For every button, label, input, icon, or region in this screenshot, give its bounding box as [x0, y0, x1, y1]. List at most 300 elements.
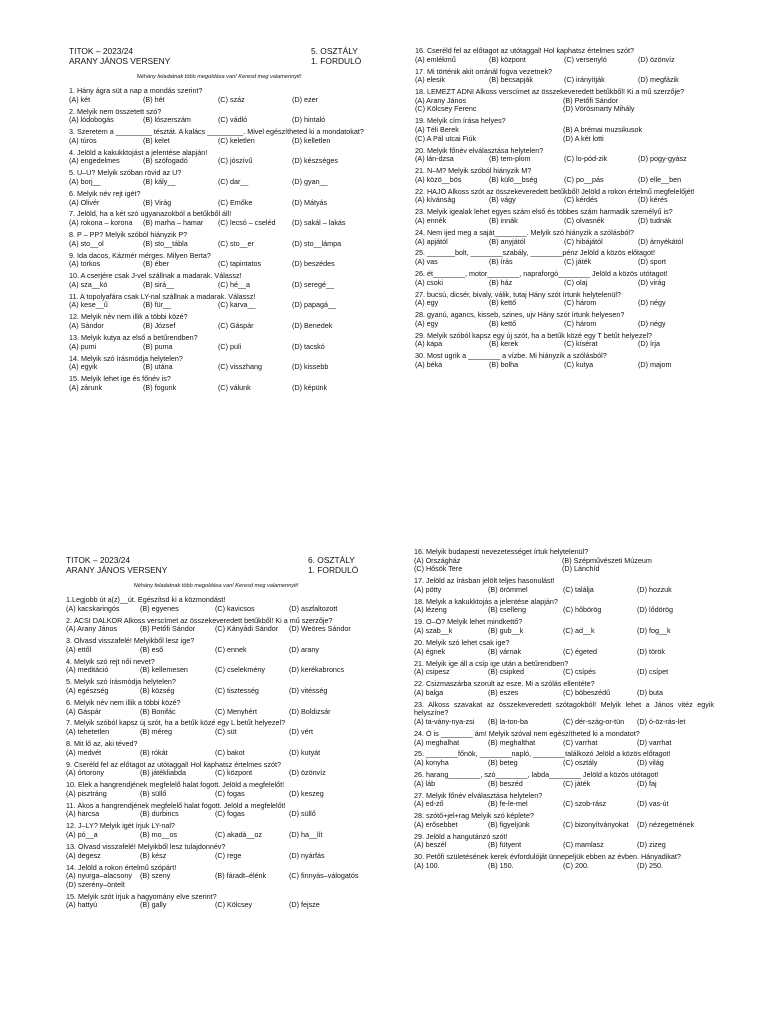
answer-option[interactable]: (C) játék: [564, 258, 592, 267]
answer-option[interactable]: (D) tudnák: [638, 216, 672, 225]
question-text: 30. Most ugrik a ________ a vízbe. Mi hiányzik a szólásból?: [415, 352, 607, 361]
answer-option[interactable]: (C) Gáspár: [218, 322, 254, 331]
question-text: 9. Cseréld fel az előtagot az utótaggal! Hol kaphatsz értelmes szót?: [66, 760, 281, 769]
answer-option[interactable]: (C) kavicsos: [215, 604, 255, 613]
answer-option[interactable]: (D) süllő: [289, 810, 316, 819]
answer-option[interactable]: (C) irányítják: [564, 76, 605, 85]
question-item: [69, 272, 369, 289]
answer-option[interactable]: (B) méreg: [140, 728, 172, 737]
answer-option[interactable]: (B) bolha: [489, 361, 519, 370]
answer-option[interactable]: (A) ta-vány-nya-zsi: [414, 717, 475, 726]
question-text: 23. Melyik igealak lehet egyes szám első és többes szám harmadik személyű is?: [415, 208, 673, 217]
answer-option[interactable]: (B) csipked: [488, 668, 524, 677]
answer-option[interactable]: (C) varrhat: [563, 738, 598, 747]
answer-option[interactable]: (D) írja: [638, 340, 660, 349]
answer-option[interactable]: (B) kály__: [143, 177, 176, 186]
answer-option[interactable]: (C) akadá__oz: [215, 831, 263, 840]
answer-option[interactable]: (A) sza__kó: [69, 280, 108, 289]
answer-option[interactable]: (B) meghalthat: [488, 738, 536, 747]
answer-option[interactable]: (B) külö__bség: [489, 175, 538, 184]
answer-option[interactable]: (C) sto__er: [218, 239, 254, 248]
answer-option[interactable]: (B) fütyent: [488, 841, 522, 850]
answer-option[interactable]: (D) nézegetnének: [637, 820, 695, 829]
answer-option[interactable]: (B) gub__k: [488, 627, 524, 636]
answer-option[interactable]: (C) ennek: [215, 645, 247, 654]
answer-option[interactable]: (D) vitésség: [289, 686, 328, 695]
answer-option[interactable]: (D) gyan__: [292, 177, 328, 186]
question-item: [414, 853, 714, 870]
question-text: 24. Ő is ________ ám! Melyik szóval nem egészítheted ki a mondatot?: [414, 729, 640, 738]
answer-options: [415, 126, 715, 143]
question-item: [415, 88, 715, 114]
answer-option[interactable]: (B) eső: [140, 645, 164, 654]
question-text: 17. Jelöld az írásban jelölt teljes hasonulást!: [414, 577, 555, 586]
answer-option[interactable]: (A) rokona – korona: [69, 219, 133, 228]
answer-option[interactable]: (A) tehetetlen: [66, 728, 110, 737]
answer-option[interactable]: (D) fog__k: [637, 627, 671, 636]
answer-option[interactable]: (A) pumi: [69, 342, 97, 351]
answer-option[interactable]: (B) la-ton-ba: [488, 717, 528, 726]
answer-option[interactable]: (D) kutyát: [289, 748, 321, 757]
answer-option[interactable]: (D) árnyékától: [638, 237, 684, 246]
question-item: [69, 375, 369, 392]
answer-option[interactable]: (D) papagá__: [292, 301, 336, 310]
answer-options: [414, 586, 714, 595]
answer-option[interactable]: (D) Mátyás: [292, 198, 328, 207]
answer-option[interactable]: (A) közö__bös: [415, 175, 462, 184]
answer-option[interactable]: (B) rókát: [140, 748, 168, 757]
answer-option[interactable]: (A) egészség: [66, 686, 109, 695]
answer-option[interactable]: (B) kettő: [489, 319, 517, 328]
answer-option[interactable]: (C) Kölcsey Ferenc: [415, 105, 477, 114]
answer-option[interactable]: (B) Bonifác: [140, 707, 176, 716]
answer-option[interactable]: (D) képünk: [292, 383, 328, 392]
answer-option[interactable]: (B) írás: [489, 258, 513, 267]
answer-option[interactable]: (A) harcsa: [66, 810, 100, 819]
answer-option[interactable]: (D) vért: [289, 728, 313, 737]
quiz-page-grade6-part1: [66, 556, 366, 913]
answer-option[interactable]: (D) beszédes: [292, 260, 335, 269]
answer-options: [69, 301, 369, 310]
answer-option[interactable]: (B) fogunk: [143, 383, 177, 392]
answer-option[interactable]: (D) készséges: [292, 157, 338, 166]
answer-option[interactable]: (A) medvét: [66, 748, 102, 757]
answer-option[interactable]: (D) sakál – lakás: [292, 219, 346, 228]
answer-option[interactable]: (D) kérés: [638, 196, 668, 205]
answer-option[interactable]: (D) világ: [637, 759, 664, 768]
question-text: 2. Melyik nem összetett szó?: [69, 107, 162, 116]
question-item: [69, 169, 369, 186]
answer-option[interactable]: (B) József: [143, 322, 176, 331]
answer-option[interactable]: (C) cselekmény: [215, 666, 265, 675]
answer-option[interactable]: (C) tisztesség: [215, 686, 259, 695]
answer-option[interactable]: (A) kívánság: [415, 196, 456, 205]
answer-option[interactable]: (A) zárunk: [69, 383, 103, 392]
answer-option[interactable]: (B) tem-plom: [489, 155, 531, 164]
answer-options: [414, 648, 714, 657]
answer-option[interactable]: (B) játékliabda: [140, 769, 186, 778]
answer-option[interactable]: (A) engedelmes: [69, 157, 120, 166]
question-item: [415, 208, 715, 225]
answer-option[interactable]: (A) Arany János: [66, 625, 118, 634]
answer-option[interactable]: (D) elle__ben: [638, 175, 682, 184]
answer-option[interactable]: (B) sirá__: [143, 280, 175, 289]
answer-option[interactable]: (B) kelet: [143, 136, 170, 145]
answer-option[interactable]: (A) nyurga–alacsony: [66, 872, 132, 881]
answer-option[interactable]: (C) hibájától: [564, 237, 603, 246]
answer-option[interactable]: (B) várnak: [488, 647, 522, 656]
answer-option[interactable]: (A) pó__a: [66, 831, 98, 840]
answer-option[interactable]: (D) varrhat: [637, 738, 672, 747]
answer-option[interactable]: (A) Olivér: [69, 198, 100, 207]
question-item: [69, 190, 369, 207]
answer-option[interactable]: (D) nyárfás: [289, 851, 325, 860]
answer-option[interactable]: (C) po__pás: [564, 175, 604, 184]
answer-option[interactable]: (C) fogas: [215, 810, 245, 819]
question-text: 23. Alkoss szavakat az összekeveredett szótagokból! Melyik lehet a János vitéz egyik helyszíne?: [414, 700, 714, 718]
question-text: 17. Mi történik akit orránál fogva vezetnek?: [415, 67, 553, 76]
answer-option[interactable]: (B) gally: [140, 901, 167, 910]
answer-option[interactable]: (A) 100.: [414, 862, 440, 871]
answer-option[interactable]: (D) megfázik: [638, 76, 679, 85]
answer-option[interactable]: (B) kettő: [489, 299, 517, 308]
answer-option[interactable]: (D) sport: [638, 258, 666, 267]
question-item: [414, 598, 714, 615]
question-text: 20. Melyik szó lehet csak ige?: [414, 638, 510, 647]
answer-option[interactable]: (A) hattyú: [66, 901, 98, 910]
answer-option[interactable]: (D) négy: [638, 319, 666, 328]
answer-option[interactable]: (A) ettől: [66, 645, 92, 654]
answer-option[interactable]: (C) Menyhért: [215, 707, 257, 716]
question-text: 5. Melyik szó írásmódja helytelen?: [66, 678, 176, 687]
answer-option[interactable]: (C) bizonyítványokat: [563, 820, 629, 829]
answer-option[interactable]: (C) száz: [218, 95, 245, 104]
answer-option[interactable]: (A) Gáspár: [66, 707, 102, 716]
answer-option[interactable]: (A) csipesz: [414, 668, 450, 677]
answer-option[interactable]: (A) Sándor: [69, 322, 104, 331]
answer-option[interactable]: (C) Kányádi Sándor: [215, 625, 279, 634]
answer-option[interactable]: (A) emlékmű: [415, 55, 456, 64]
answer-option[interactable]: (D) fejsze: [289, 901, 320, 910]
answer-option[interactable]: (B) Petőfi Sándor: [140, 625, 196, 634]
answer-option[interactable]: (C) égeted: [563, 647, 597, 656]
answer-option[interactable]: (B) Virág: [143, 198, 172, 207]
header-round: 1. FORDULÓ: [311, 55, 362, 66]
question-item: [414, 730, 714, 747]
answer-option[interactable]: (C) süt: [215, 728, 237, 737]
answer-option[interactable]: (C) válunk: [218, 383, 251, 392]
answer-option[interactable]: (D) pogy-gyász: [638, 155, 687, 164]
answer-option[interactable]: (D) kissebb: [292, 363, 329, 372]
answer-option[interactable]: (D) kerékabroncs: [289, 666, 345, 675]
answer-option[interactable]: (C) hőbörög: [563, 606, 602, 615]
answer-option[interactable]: (A) Országház: [414, 556, 461, 565]
answer-option[interactable]: (D) vas-út: [637, 800, 669, 809]
question-item: [66, 658, 366, 675]
answer-option[interactable]: (C) Hősök Tere: [414, 565, 463, 574]
answer-option[interactable]: (D) négy: [638, 299, 666, 308]
answer-option[interactable]: (A) torkos: [69, 260, 101, 269]
answer-option[interactable]: (B) kerek: [489, 340, 519, 349]
answer-option[interactable]: (D) majom: [638, 361, 672, 370]
answer-options: [415, 155, 715, 164]
answer-option[interactable]: (A) Téli Berek: [415, 126, 459, 135]
answer-option[interactable]: (B) beszéd: [488, 779, 523, 788]
answer-option[interactable]: (A) balga: [414, 688, 444, 697]
answer-option[interactable]: (D) szerény–öntelt: [66, 880, 125, 889]
answer-options: [415, 258, 715, 267]
answer-option[interactable]: (A) egyik: [69, 363, 98, 372]
question-text: 10. A cserjére csak J-vel szállnak a madarak. Válassz!: [69, 272, 242, 281]
answer-option[interactable]: (C) három: [564, 319, 597, 328]
answer-option[interactable]: (B) utána: [143, 363, 173, 372]
answer-option[interactable]: (B) innák: [489, 216, 518, 225]
answer-option[interactable]: (D) Lánchíd: [562, 565, 600, 574]
answer-option[interactable]: (D) A két lotti: [563, 134, 604, 143]
answer-option[interactable]: (C) 200.: [563, 862, 589, 871]
answer-option[interactable]: (A) órtorony: [66, 769, 104, 778]
answer-option[interactable]: (B) kész: [140, 851, 167, 860]
question-text: 12. J–LY? Melyik igét írjuk LY-nal?: [66, 822, 175, 831]
answer-option[interactable]: (B) für__: [143, 301, 171, 310]
answer-option[interactable]: (C) osztály: [563, 759, 598, 768]
answer-option[interactable]: (B) hét: [143, 95, 165, 104]
answer-option[interactable]: (D) hozzuk: [637, 585, 672, 594]
answer-option[interactable]: (A) degesz: [66, 851, 101, 860]
question-item: [415, 167, 715, 184]
answer-option[interactable]: (D) seregé__: [292, 280, 334, 289]
answer-option[interactable]: (A) borj__: [69, 177, 101, 186]
answer-option[interactable]: (B) cselleng: [488, 606, 526, 615]
answer-option[interactable]: (B) anyjától: [489, 237, 526, 246]
question-item: [66, 822, 366, 839]
answer-option[interactable]: (C) dér-szág-or-tün: [563, 717, 625, 726]
answer-option[interactable]: (C) visszhang: [218, 363, 262, 372]
question-text: 19. O–Ó? Melyik lehet mindkettő?: [414, 618, 523, 627]
answer-option[interactable]: (D) Boldizsár: [289, 707, 331, 716]
answer-option[interactable]: (A) pötty: [414, 585, 442, 594]
answer-option[interactable]: (B) figyeljünk: [488, 820, 530, 829]
answer-option[interactable]: (D) ha__lít: [289, 831, 323, 840]
answer-option[interactable]: (C) kérdés: [564, 196, 598, 205]
answer-option[interactable]: (B) sto__tábla: [143, 239, 188, 248]
answer-option[interactable]: (C) játék: [563, 779, 591, 788]
answer-option[interactable]: (B) mo__os: [140, 831, 178, 840]
answer-option[interactable]: (A) túros: [69, 136, 97, 145]
answer-option[interactable]: (A) elesik: [415, 76, 445, 85]
question-item: [415, 352, 715, 369]
answer-option[interactable]: (A) meghalhat: [414, 738, 460, 747]
answer-option[interactable]: (C) karva__: [218, 301, 256, 310]
answer-option[interactable]: (C) mamlasz: [563, 841, 604, 850]
answer-option[interactable]: (C) tapintatos: [218, 260, 262, 269]
quiz-page-grade6-part2: [414, 548, 714, 874]
answer-option[interactable]: (C) vádló: [218, 116, 248, 125]
answer-option[interactable]: (C) szob-rász: [563, 800, 607, 809]
question-list: [66, 596, 366, 910]
answer-option[interactable]: (B) Petőfi Sándor: [563, 96, 619, 105]
answer-option[interactable]: (B) szeny: [140, 872, 171, 881]
answer-option[interactable]: (C) puli: [218, 342, 242, 351]
answer-option[interactable]: (D) arany: [289, 645, 319, 654]
answer-option[interactable]: (B) ház: [489, 278, 513, 287]
answer-option[interactable]: (D) kelletlen: [292, 136, 331, 145]
answer-options: [414, 606, 714, 615]
answer-option[interactable]: (C) böbeszédű: [563, 688, 611, 697]
answer-option[interactable]: (B) örömmel: [488, 585, 528, 594]
question-text: 26. harang________, szó________, labda________ Jelöld a közös utótagot!: [414, 771, 659, 780]
answer-option[interactable]: (B) lószerszám: [143, 116, 191, 125]
answer-option[interactable]: (D) Vörösmarty Mihály: [563, 105, 635, 114]
answer-option[interactable]: (D) ezer: [292, 95, 318, 104]
answer-option[interactable]: (A) kacskaringós: [66, 604, 120, 613]
answer-option[interactable]: (B) beteg: [488, 759, 518, 768]
answer-option[interactable]: (C) ad__k: [563, 627, 595, 636]
answer-option[interactable]: (C) Kölcsey: [215, 901, 253, 910]
answer-option[interactable]: (C) versenyló: [564, 55, 607, 64]
answer-option[interactable]: (A) Arany János: [415, 96, 467, 105]
answer-option[interactable]: (C) központ: [215, 769, 253, 778]
answer-option[interactable]: (B) éber: [143, 260, 169, 269]
answer-option[interactable]: (C) olvasnék: [564, 216, 605, 225]
answer-option[interactable]: (B) 150.: [488, 862, 514, 871]
answer-option[interactable]: (B) Szépművészeti Múzeum: [562, 556, 652, 565]
answer-options: [66, 769, 366, 778]
answer-option[interactable]: (A) sto__ol: [69, 239, 104, 248]
answer-option[interactable]: (A) kapa: [415, 340, 443, 349]
answer-option[interactable]: (A) apjától: [415, 237, 448, 246]
answer-option[interactable]: (D) buta: [637, 688, 663, 697]
answer-options: [414, 557, 714, 574]
answer-option[interactable]: (D) virág: [638, 278, 666, 287]
question-text: 16. Melyik budapesti nevezetességet írtuk helytelenül?: [414, 548, 589, 556]
answer-option[interactable]: (B) központ: [489, 55, 526, 64]
answer-option[interactable]: (A) konyha: [414, 759, 449, 768]
question-item: [414, 618, 714, 635]
answer-option[interactable]: (D) Benedek: [292, 322, 333, 331]
answer-option[interactable]: (C) kutya: [564, 361, 594, 370]
answer-option[interactable]: (B) marha – hamar: [143, 219, 204, 228]
answer-option[interactable]: (B) fe-le-mel: [488, 800, 528, 809]
question-item: [415, 188, 715, 205]
answer-option[interactable]: (B) eszes: [488, 688, 519, 697]
answer-option[interactable]: (D) aszfaltozott: [289, 604, 338, 613]
answer-option[interactable]: (D) 250.: [637, 862, 663, 871]
answer-option[interactable]: (C) bakot: [215, 748, 245, 757]
answer-option[interactable]: (D) hintaló: [292, 116, 326, 125]
answer-option[interactable]: (B) község: [140, 686, 175, 695]
question-item: [69, 128, 369, 145]
answer-option[interactable]: (B) süllő: [140, 789, 167, 798]
answer-option[interactable]: (A) beszél: [414, 841, 447, 850]
answer-option[interactable]: (C) Emőke: [218, 198, 253, 207]
answer-option[interactable]: (B) becsapják: [489, 76, 533, 85]
answer-option[interactable]: (B) fáradt–élénk: [215, 872, 267, 881]
answer-option[interactable]: (C) olaj: [564, 278, 588, 287]
question-text: 14. Melyik szó írásmódja helytelen?: [69, 354, 183, 363]
question-text: 13. Melyik kutya az első a betűrendben?: [69, 333, 198, 342]
answer-option[interactable]: (A) két: [69, 95, 91, 104]
answer-option[interactable]: (B) kellemesen: [140, 666, 188, 675]
question-text: 3. Szeretem a _________ tésztát. A kalács _________. Mivel egészítheted ki a mondatokat?: [69, 128, 364, 137]
answer-option[interactable]: (A) kese__ű: [69, 301, 108, 310]
answer-option[interactable]: (B) durbincs: [140, 810, 179, 819]
question-item: [414, 701, 714, 727]
question-item: [414, 771, 714, 788]
answer-option[interactable]: (C) három: [564, 299, 597, 308]
answer-option[interactable]: (D) csípet: [637, 668, 669, 677]
answer-option[interactable]: (C) fogas: [215, 789, 245, 798]
question-item: [69, 108, 369, 125]
question-text: 8. Mit lő az, aki téved?: [66, 740, 138, 749]
answer-option[interactable]: (D) török: [637, 647, 665, 656]
answer-option[interactable]: (A) égnek: [414, 647, 446, 656]
answer-option[interactable]: (D) tacskó: [292, 342, 325, 351]
answer-option[interactable]: (A) vas: [415, 258, 438, 267]
question-text: 2. ÁCSI DALKÖR Alkoss verscímet az összekeveredett betűkből! Ki a mű szerzője?: [66, 616, 333, 625]
answer-option[interactable]: (D) zizeg: [637, 841, 666, 850]
answer-option[interactable]: (C) hé__a: [218, 280, 250, 289]
answer-option[interactable]: (C) találja: [563, 585, 594, 594]
answer-option[interactable]: (C) jószívű: [218, 157, 253, 166]
answer-option[interactable]: (C) A Pál utcai Fiúk: [415, 134, 477, 143]
answer-option[interactable]: (D) faj: [637, 779, 657, 788]
answer-option[interactable]: (A) egy: [415, 299, 439, 308]
answer-option[interactable]: (C) keletlen: [218, 136, 255, 145]
question-text: 28. gyanú, agancs, kisseb, szines, ujv Hány szót írtunk helyesen?: [415, 311, 625, 320]
answer-option[interactable]: (A) pisztráng: [66, 789, 107, 798]
question-item: [69, 334, 369, 351]
answer-option[interactable]: (C) lecsó – cseléd: [218, 219, 276, 228]
answer-option[interactable]: (C) finnyás–válogatós: [289, 872, 359, 881]
answer-option[interactable]: (B) vágy: [489, 196, 516, 205]
answer-options: [415, 196, 715, 205]
answer-option[interactable]: (C) csípés: [563, 668, 596, 677]
answer-option[interactable]: (C) dar__: [218, 177, 249, 186]
answer-option[interactable]: (D) özönvíz: [289, 769, 326, 778]
answer-options: [69, 260, 369, 269]
answer-option[interactable]: (A) ennék: [415, 216, 447, 225]
answer-option[interactable]: (D) lődörög: [637, 606, 673, 615]
answer-option[interactable]: (D) sto__lámpa: [292, 239, 342, 248]
answer-option[interactable]: (C) rege: [215, 851, 242, 860]
answer-option[interactable]: (C) lo-pód-zik: [564, 155, 608, 164]
answer-option[interactable]: (A) lézeng: [414, 606, 447, 615]
answer-option[interactable]: (C) kísérat: [564, 340, 598, 349]
answer-option[interactable]: (D) özönvíz: [638, 55, 675, 64]
answer-option[interactable]: (A) láb: [414, 779, 436, 788]
answer-option[interactable]: (A) ed-ző: [414, 800, 444, 809]
answer-option[interactable]: (A) erősebbet: [414, 820, 458, 829]
question-item: [69, 149, 369, 166]
answer-option[interactable]: (B) puma: [143, 342, 173, 351]
answer-option[interactable]: (A) csoki: [415, 278, 443, 287]
answer-option[interactable]: (B) A brémai muzsikusok: [563, 126, 643, 135]
answer-option[interactable]: (A) lódobogás: [69, 116, 114, 125]
answer-option[interactable]: (D) ó-öz-rás-let: [637, 717, 686, 726]
question-item: [414, 660, 714, 677]
answer-option[interactable]: (A) szab__k: [414, 627, 453, 636]
answer-option[interactable]: (A) egy: [415, 319, 439, 328]
answer-option[interactable]: (A) meditáció: [66, 666, 109, 675]
answer-option[interactable]: (D) Weöres Sándor: [289, 625, 351, 634]
answer-option[interactable]: (A) béka: [415, 361, 443, 370]
answer-option[interactable]: (D) keszeg: [289, 789, 324, 798]
answer-option[interactable]: (B) szófogadó: [143, 157, 188, 166]
answer-option[interactable]: (B) egyenes: [140, 604, 179, 613]
answer-option[interactable]: (A) lán-dzsa: [415, 155, 454, 164]
header-subtitle: ARANY JÁNOS VERSENY: [69, 55, 171, 66]
